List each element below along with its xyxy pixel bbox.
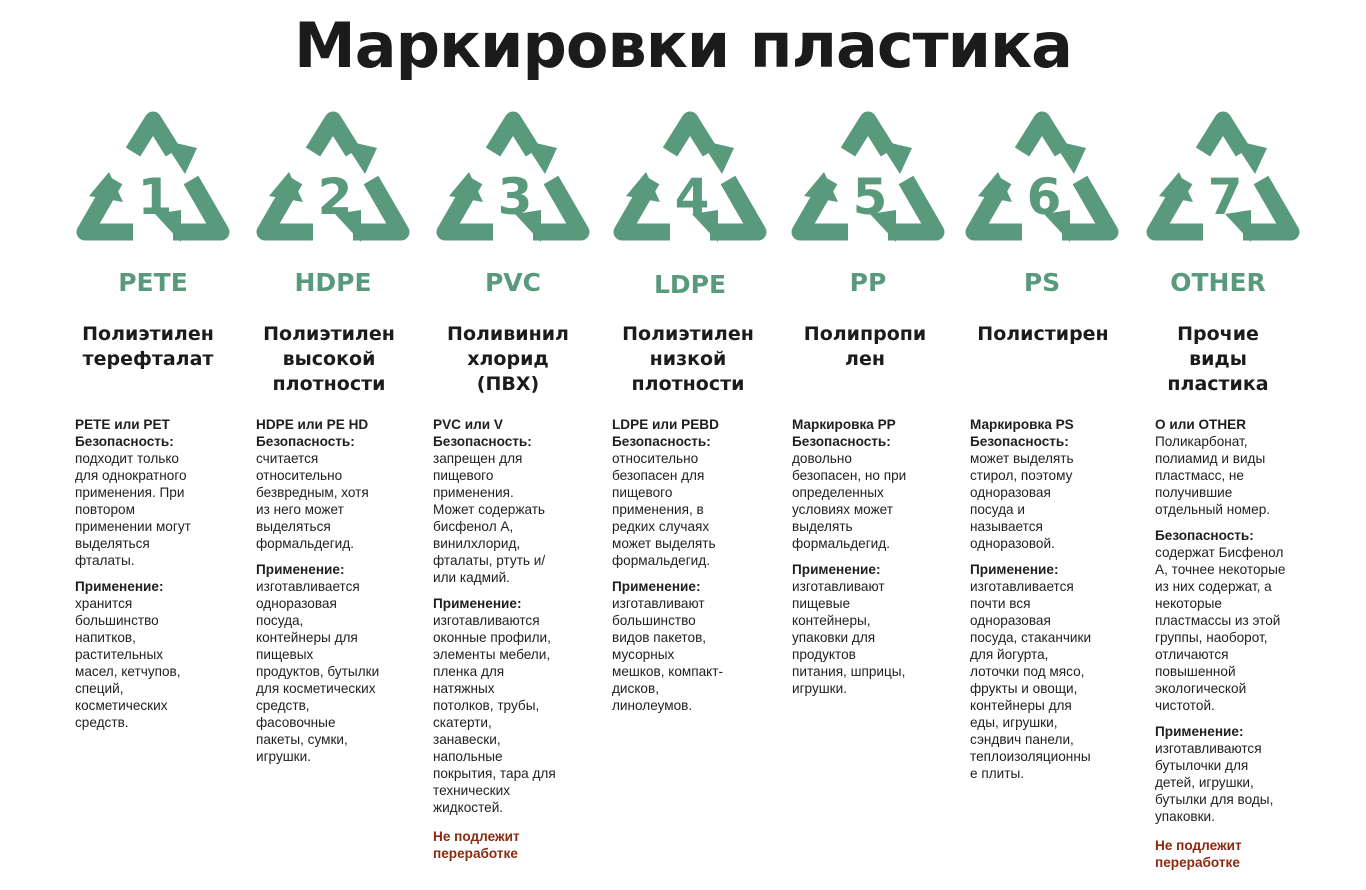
marking-label: PVC или V [433, 417, 503, 432]
plastic-description [256, 416, 416, 774]
marking-label: PETE или PET [75, 417, 170, 432]
usage-text: изготавливается одноразовая посуда, контейнеры для пищевых продуктов, бутылки для косметических средств, фасовочные пакеты, сумки, игрушки. [256, 579, 380, 764]
plastic-description [433, 416, 593, 862]
code-number: 4 [674, 168, 710, 226]
usage-label: Применение: [792, 562, 881, 577]
plastic-code-label: PP [849, 268, 887, 297]
usage-text: изготавливают большинство видов пакетов, мусорных мешков, компакт- дисков, линолеумов. [612, 596, 724, 713]
usage-text: изготавливают пищевые контейнеры, упаковки для продуктов питания, шприцы, игрушки. [792, 579, 906, 696]
recycling-triangle-icon [433, 110, 593, 252]
usage-label: Применение: [433, 596, 522, 611]
page-title: Маркировки пластика [294, 9, 1072, 82]
plastic-name: Поливинил хлорид (ПВХ) [447, 323, 569, 395]
usage-text: хранится большинство напитков, растительных масел, кетчупов, специй, косметических средств. [75, 596, 181, 730]
usage-label: Применение: [612, 579, 701, 594]
usage-label: Применение: [256, 562, 345, 577]
plastic-code-label: OTHER [1170, 268, 1266, 297]
safety-text: довольно безопасен, но при определенных условиях может выделять формальдегид. [792, 451, 907, 551]
plastic-code-label: PETE [118, 268, 188, 297]
plastic-name: Полиэтилен низкой плотности [622, 323, 754, 395]
recycling-triangle-icon [788, 110, 948, 252]
plastic-code-label: PVC [484, 268, 542, 297]
plastic-description [612, 416, 762, 723]
not-recyclable-warning: Не подлежит переработке [433, 829, 520, 861]
safety-label: Безопасность: [792, 434, 891, 449]
code-number: 7 [1207, 168, 1243, 226]
marking-label: O или OTHER [1155, 417, 1247, 432]
code-number: 3 [497, 168, 533, 226]
plastic-description [1155, 416, 1325, 871]
safety-text: подходит только для однократного применения. При повтором применении могут выделяться фталаты. [75, 451, 191, 568]
safety-text: может выделять стирол, поэтому одноразовая посуда и называется одноразовой. [970, 451, 1074, 551]
safety-label: Безопасность: [433, 434, 532, 449]
usage-label: Применение: [970, 562, 1059, 577]
marking-label: Маркировка PS [970, 417, 1074, 432]
safety-label: Безопасность: [256, 434, 355, 449]
plastic-name: Полипропи лен [803, 323, 927, 370]
plastic-description [970, 416, 1130, 791]
recycling-triangle-icon [962, 110, 1122, 252]
plastic-name: Полиэтилен терефталат [82, 323, 214, 370]
code-number: 6 [1026, 168, 1062, 226]
usage-label: Применение: [1155, 724, 1244, 739]
safety-label: Безопасность: [75, 434, 174, 449]
plastic-name: Полистирен [977, 323, 1109, 345]
code-number: 5 [852, 168, 888, 226]
recycling-triangle-icon [610, 110, 770, 252]
marking-label: Маркировка PP [792, 417, 896, 432]
safety-label: Безопасность: [1155, 528, 1254, 543]
recycling-triangle-icon [1143, 110, 1303, 252]
plastic-name: Полиэтилен высокой плотности [263, 323, 395, 395]
safety-label: Безопасность: [612, 434, 711, 449]
safety-text: запрещен для пищевого применения. Может содержать бисфенол А, винилхлорид, фталаты, ртуть и/ или кадмий. [433, 451, 546, 585]
marking-label: LDPE или PEBD [612, 417, 719, 432]
safety-text: содержат Бисфенол А, точнее некоторые из них содержат, а некоторые пластмассы из этой группы, наоборот, отличаются повышенной экологической чистотой. [1155, 545, 1286, 713]
usage-text: изготавливается почти вся одноразовая посуда, стаканчики для йогурта, лоточки под мясо, фрукты и овощи, контейнеры для еды, игрушки, сэндвич панели, теплоизоляционны е плиты. [970, 579, 1092, 781]
usage-text: изготавливаются бутылочки для детей, игрушки, бутылки для воды, упаковки. [1155, 741, 1274, 824]
plastic-code-label: HDPE [294, 268, 372, 297]
usage-text: изготавливаются оконные профили, элементы мебели, пленка для натяжных потолков, трубы, скатерти, занавески, напольные покрытия, тара для технических жидкостей. [433, 613, 556, 815]
plastic-description [792, 416, 942, 706]
intro-text: Поликарбонат, полиамид и виды пластмасс, не получившие отдельный номер. [1155, 434, 1271, 517]
code-number: 2 [317, 168, 353, 226]
plastic-name: Прочие виды пластика [1167, 323, 1269, 395]
usage-label: Применение: [75, 579, 164, 594]
plastic-code-label: LDPE [653, 270, 727, 299]
marking-label: HDPE или PE HD [256, 417, 369, 432]
safety-text: относительно безопасен для пищевого применения, в редких случаях может выделять формальдегид. [612, 451, 716, 568]
safety-label: Безопасность: [970, 434, 1069, 449]
not-recyclable-warning: Не подлежит переработке [1155, 838, 1242, 870]
code-number: 1 [137, 168, 173, 226]
recycling-triangle-icon [253, 110, 413, 252]
plastic-code-label: PS [1023, 268, 1061, 297]
safety-text: считается относительно безвредным, хотя из него может выделяться формальдегид. [256, 451, 369, 551]
